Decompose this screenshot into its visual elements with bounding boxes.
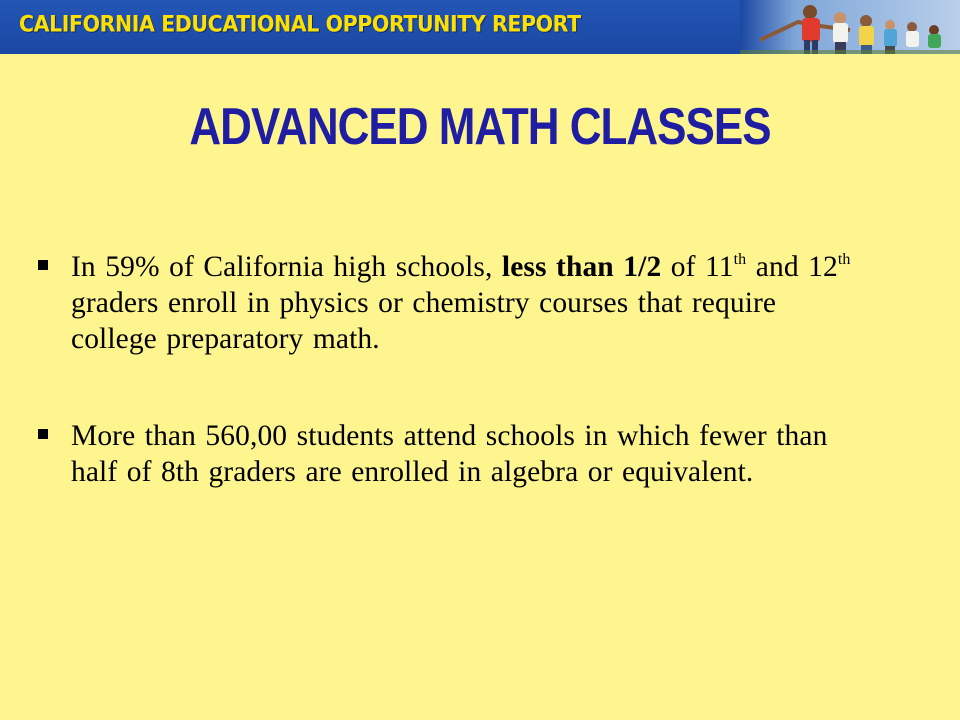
header-banner [0, 0, 960, 54]
ordinal-superscript: th [837, 251, 851, 268]
bullet-1-text-part: and 12 [746, 251, 838, 283]
bullet-1-text-part: graders enroll in physics or chemistry courses that require college preparatory math. [71, 287, 777, 355]
bullet-1-bold-phrase: less than 1/2 [501, 251, 662, 283]
bullet-2-text: More than 560,00 students attend schools in which fewer than half of 8th graders are enrolled in algebra or equivalent. [71, 420, 828, 488]
bullet-1-text-part: In 59% of California high schools, [71, 251, 502, 283]
bullet-list [38, 249, 868, 490]
square-bullet-icon [38, 429, 48, 439]
ordinal-superscript: th [733, 251, 747, 268]
bullet-item-algebra [38, 418, 868, 490]
bullet-1-text-part: of 11 [661, 251, 734, 283]
slide-title: ADVANCED MATH CLASSES [189, 98, 771, 156]
bullet-item-physics-chemistry [38, 249, 868, 357]
banner-title: CALIFORNIA EDUCATIONAL OPPORTUNITY REPORT [19, 11, 581, 37]
group-of-students-photo [740, 0, 960, 54]
square-bullet-icon [38, 260, 48, 270]
